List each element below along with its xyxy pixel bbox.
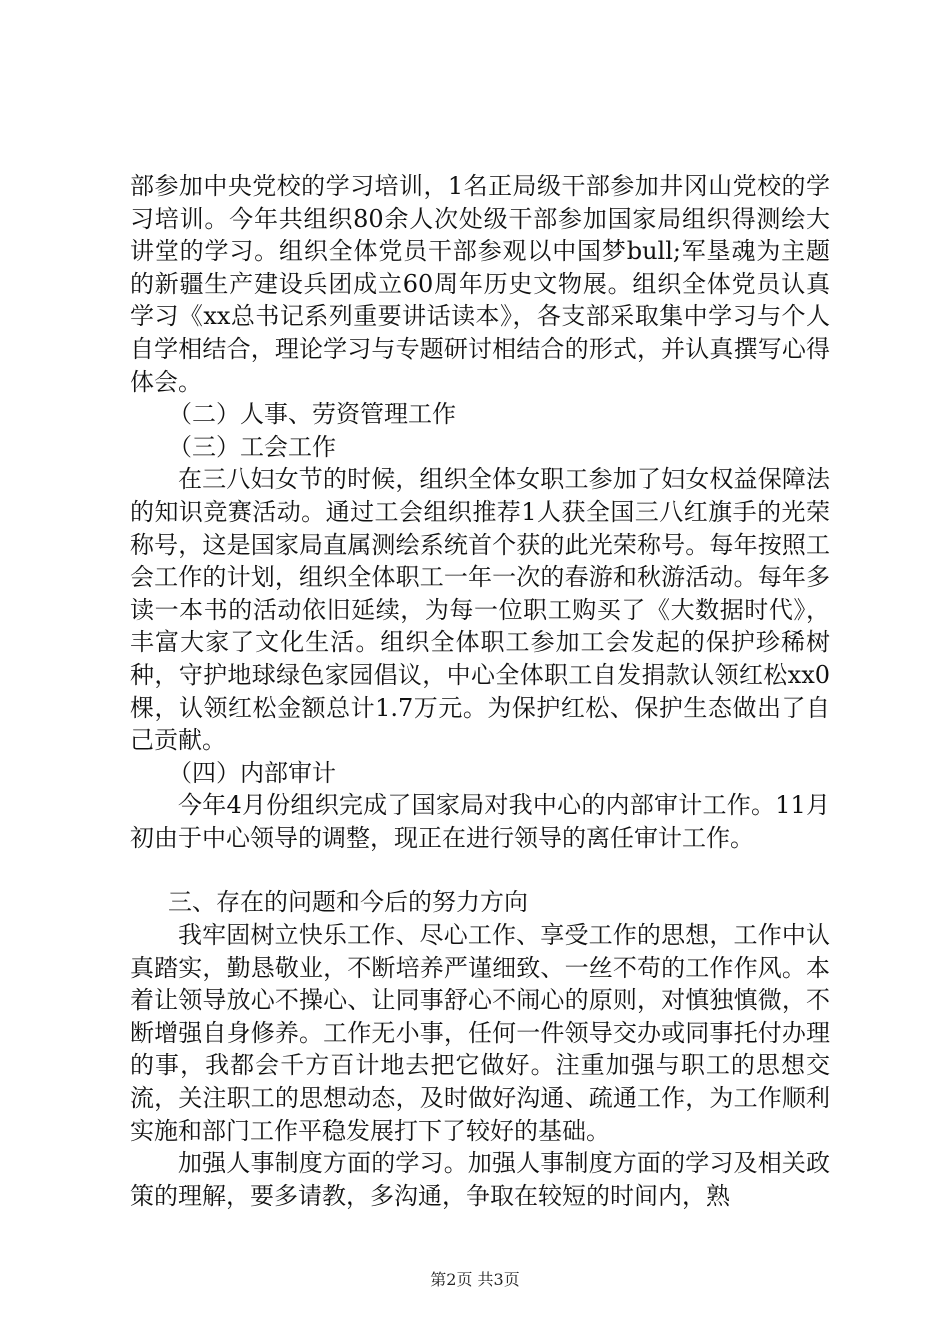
heading-problems-direction: 三、存在的问题和今后的努力方向 <box>168 888 528 917</box>
paragraph-work-attitude: 我牢固树立快乐工作、尽心工作、享受工作的思想，工作中认真踏实，勤恳敬业，不断培养严谨细致、一丝不苟的工作作风。本着让领导放心不操心、让同事舒心不闹心的原则，对慎独慎微，不断增强自身修养。工作无小事，任何一件领导交办或同事托付办理的事，我都会千方百计地去把它做好。注重加强与职工的思想交流，关注职工的思想动态，及时做好沟通、疏通工作，为工作顺利实施和部门工作平稳发展打下了较好的基础。 <box>130 921 830 1145</box>
paragraph-spacer <box>130 854 830 886</box>
heading-personnel-management: （二）人事、劳资管理工作 <box>168 400 456 429</box>
heading-internal-audit: （四）内部审计 <box>168 758 336 787</box>
paragraph-party-study: 部参加中央党校的学习培训，1名正局级干部参加井冈山党校的学习培训。今年共组织80余人次处级干部参加国家局组织得测绘大讲堂的学习。组织全体党员干部参观以中国梦bull;军垦魂为主题的新疆生产建设兵团成立60周年历史文物展。组织全体党员认真学习《xx总书记系列重要讲话读本》，各支部采取集中学习与个人自学相结合，理论学习与专题研讨相结合的形式，并认真撰写心得体会。 <box>130 172 830 396</box>
paragraph-trade-union: 在三八妇女节的时候，组织全体女职工参加了妇女权益保障法的知识竞赛活动。通过工会组织推荐1人获全国三八红旗手的光荣称号，这是国家局直属测绘系统首个获的此光荣称号。每年按照工会工作的计划，组织全体职工一年一次的春游和秋游活动。每年多读一本书的活动依旧延续，为每一位职工购买了《大数据时代》，丰富大家了文化生活。组织全体职工参加工会发起的保护珍稀树种，守护地球绿色家园倡议，中心全体职工自发捐款认领红松xx0棵，认领红松金额总计1.7万元。为保护红松、保护生态做出了自己贡献。 <box>130 465 830 755</box>
heading-trade-union: （三）工会工作 <box>168 432 336 461</box>
paragraph-internal-audit: 今年4月份组织完成了国家局对我中心的内部审计工作。11月初由于中心领导的调整，现正在进行领导的离任审计工作。 <box>130 791 830 852</box>
document-body <box>130 170 830 1212</box>
paragraph-personnel-study: 加强人事制度方面的学习。加强人事制度方面的学习及相关政策的理解，要多请教，多沟通，争取在较短的时间内，熟 <box>130 1149 830 1210</box>
page-number-footer: 第2页 共3页 <box>430 1270 520 1289</box>
